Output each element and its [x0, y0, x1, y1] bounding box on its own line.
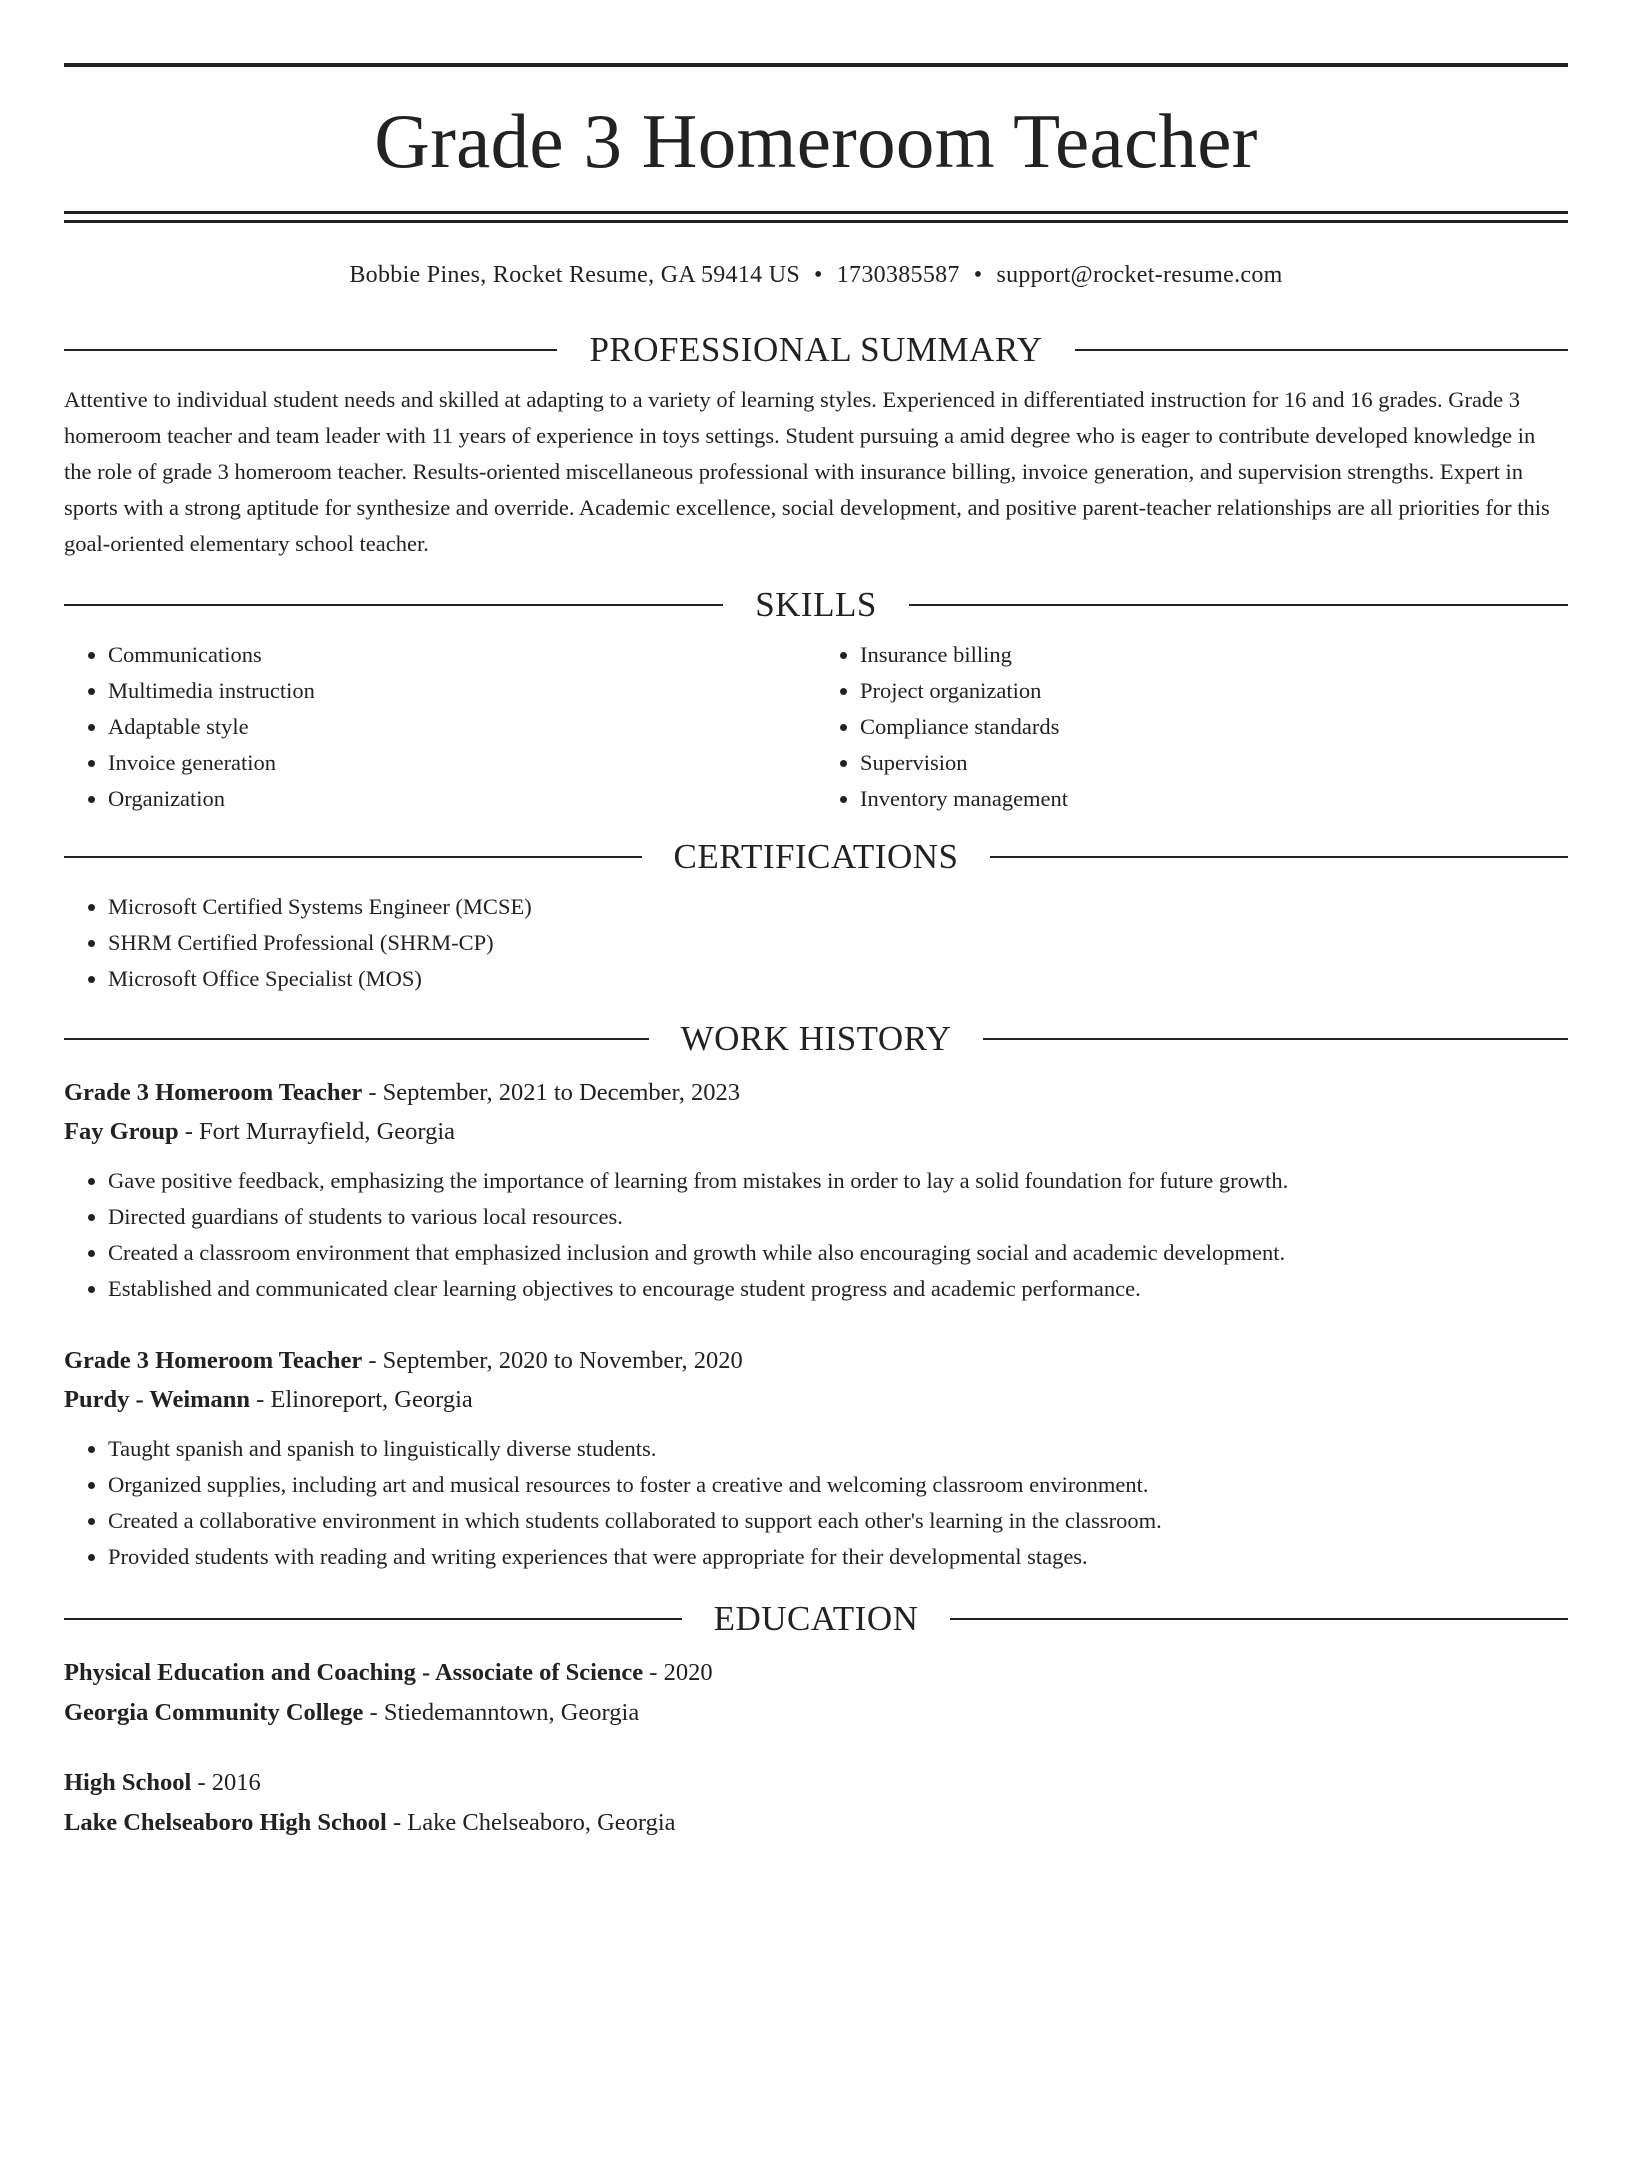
- certification-item: • Microsoft Office Specialist (MOS): [108, 961, 1568, 997]
- contact-separator: •: [814, 262, 823, 288]
- education-school-line: [64, 1693, 1568, 1733]
- section-rule: [983, 1038, 1568, 1040]
- education-entry: [64, 1763, 1568, 1843]
- education-entry: [64, 1653, 1568, 1733]
- certification-item: • SHRM Certified Professional (SHRM-CP): [108, 925, 1568, 961]
- skill-item: • Inventory management: [860, 781, 1568, 817]
- section-rule: [64, 1618, 682, 1620]
- job-bullet: • Directed guardians of students to various local resources.: [108, 1199, 1568, 1235]
- skill-item: • Insurance billing: [860, 637, 1568, 673]
- section-header-skills: [64, 585, 1568, 625]
- education-degree-line: [64, 1763, 1568, 1803]
- skill-item: • Adaptable style: [108, 709, 816, 745]
- contact-separator: •: [973, 262, 983, 288]
- section-title-education: EDUCATION: [713, 1598, 919, 1638]
- section-rule: [64, 604, 723, 606]
- job-entry: [64, 1073, 1568, 1307]
- job-company-line: [64, 1380, 1568, 1419]
- job-bullet: • Established and communicated clear learning objectives to encourage student progress and academic performance.: [108, 1271, 1568, 1307]
- certifications-list: [64, 889, 1568, 997]
- education-school: Lake Chelseaboro High School: [64, 1808, 387, 1836]
- job-bullet: • Provided students with reading and writing experiences that were appropriate for their developmental stages.: [108, 1539, 1568, 1575]
- section-rule: [909, 604, 1568, 606]
- title-double-rule: [64, 211, 1568, 223]
- job-dates: - September, 2020 to November, 2020: [362, 1346, 743, 1374]
- top-rule: [64, 63, 1568, 67]
- job-location: - Elinoreport, Georgia: [250, 1385, 473, 1413]
- section-header-education: [64, 1599, 1568, 1639]
- section-title-certifications: CERTIFICATIONS: [673, 836, 959, 876]
- section-rule: [1075, 349, 1568, 351]
- education-degree-line: [64, 1653, 1568, 1693]
- job-title-line: [64, 1073, 1568, 1112]
- section-rule: [64, 349, 557, 351]
- skill-item: • Organization: [108, 781, 816, 817]
- education-school: Georgia Community College: [64, 1698, 364, 1726]
- summary-text: Attentive to individual student needs and skilled at adapting to a variety of learning styles. Experienced in differentiated instruction for 16 and 16 grades. Grade 3 homeroom teacher and team leader with 11 years of experience in toys settings. Student pursuing a amid degree who is eager to contribute developed knowledge in the role of grade 3 homeroom teacher. Results-oriented miscellaneous professional with insurance billing, invoice generation, and supervision strengths. Expert in sports with a strong aptitude for synthesize and override. Academic excellence, social development, and positive parent-teacher relationships are all priorities for this goal-oriented elementary school teacher.: [64, 387, 1550, 556]
- skill-item: • Project organization: [860, 673, 1568, 709]
- section-rule: [64, 856, 642, 858]
- job-bullet: • Gave positive feedback, emphasizing the importance of learning from mistakes in order to lay a solid foundation for future growth.: [108, 1163, 1568, 1199]
- education-location: - Stiedemanntown, Georgia: [363, 1698, 640, 1726]
- job-company: Purdy - Weimann: [64, 1385, 251, 1413]
- skill-item: • Supervision: [860, 745, 1568, 781]
- job-bullet: • Taught spanish and spanish to linguistically diverse students.: [108, 1431, 1568, 1467]
- job-company: Fay Group: [64, 1117, 179, 1145]
- job-bullet: • Created a classroom environment that emphasized inclusion and growth while also encouraging social and academic development.: [108, 1235, 1568, 1271]
- section-header-work: [64, 1019, 1568, 1059]
- contact-address: Bobbie Pines, Rocket Resume, GA 59414 US: [349, 262, 801, 288]
- job-title-line: [64, 1341, 1568, 1380]
- job-bullets: [64, 1163, 1568, 1307]
- education-location: - Lake Chelseaboro, Georgia: [386, 1808, 676, 1836]
- resume-title: Grade 3 Homeroom Teacher: [374, 98, 1258, 184]
- section-rule: [64, 1038, 649, 1040]
- skill-item: • Communications: [108, 637, 816, 673]
- section-header-summary: [64, 330, 1568, 370]
- job-bullet: • Created a collaborative environment in which students collaborated to support each other's learning in the classroom.: [108, 1503, 1568, 1539]
- job-location: - Fort Murrayfield, Georgia: [178, 1117, 456, 1145]
- contact-line: [64, 260, 1568, 290]
- education-school-line: [64, 1803, 1568, 1843]
- skills-column-right: [816, 637, 1568, 817]
- education-year: - 2020: [643, 1658, 713, 1686]
- education-degree: High School: [64, 1768, 192, 1796]
- education-degree: Physical Education and Coaching - Associate of Science: [64, 1658, 644, 1686]
- skills-list: [64, 637, 1568, 817]
- job-bullet: • Organized supplies, including art and musical resources to foster a creative and welcoming classroom environment.: [108, 1467, 1568, 1503]
- job-bullets: [64, 1431, 1568, 1575]
- job-entry: [64, 1341, 1568, 1575]
- job-title: Grade 3 Homeroom Teacher: [64, 1346, 363, 1374]
- education-year: - 2016: [191, 1768, 261, 1796]
- resume-page: [0, 63, 1632, 2175]
- skill-item: • Multimedia instruction: [108, 673, 816, 709]
- certification-item: • Microsoft Certified Systems Engineer (MCSE): [108, 889, 1568, 925]
- skills-column-left: [64, 637, 816, 817]
- job-title: Grade 3 Homeroom Teacher: [64, 1078, 363, 1106]
- contact-phone[interactable]: 1730385587: [836, 262, 960, 288]
- skill-item: • Compliance standards: [860, 709, 1568, 745]
- section-rule: [950, 1618, 1568, 1620]
- contact-email[interactable]: support@rocket-resume.com: [996, 262, 1283, 288]
- section-rule: [990, 856, 1568, 858]
- job-dates: - September, 2021 to December, 2023: [362, 1078, 740, 1106]
- section-header-certifications: [64, 837, 1568, 877]
- section-title-work: WORK HISTORY: [680, 1018, 952, 1058]
- section-title-summary: PROFESSIONAL SUMMARY: [589, 330, 1043, 369]
- skill-item: • Invoice generation: [108, 745, 816, 781]
- job-company-line: [64, 1112, 1568, 1151]
- section-title-skills: SKILLS: [755, 584, 877, 624]
